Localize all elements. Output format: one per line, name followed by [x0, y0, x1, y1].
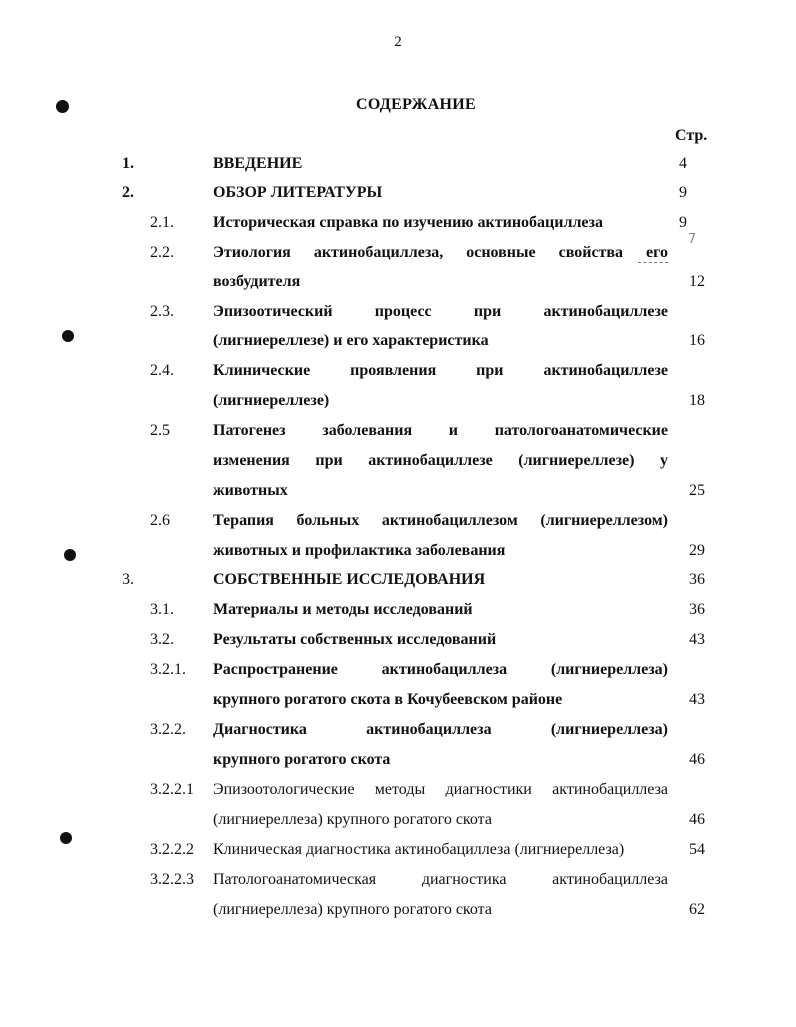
toc-entry-page: [665, 899, 705, 921]
toc-entry-text-continued: (лигниереллезе) и его характеристика: [213, 332, 489, 349]
toc-entry-page: [665, 629, 705, 651]
pencil-underline: [638, 262, 668, 264]
toc-entry-text: Терапия больных актинобациллезом (лигниереллезом): [213, 512, 668, 529]
toc-entry-page: [665, 480, 705, 502]
toc-page-number: 25: [689, 482, 705, 499]
toc-entry-text-continued: (лигниереллезе): [213, 392, 330, 409]
toc-entry-page: [665, 569, 705, 591]
toc-entry-number: 2.: [122, 184, 134, 201]
toc-page-number: 29: [689, 542, 705, 559]
toc-entry-page: [665, 839, 705, 861]
toc-entry-number: 3.2.2.: [150, 721, 186, 738]
toc-entry-page: [665, 540, 705, 562]
toc-entry: [0, 242, 796, 264]
toc-entry-page: [647, 212, 687, 234]
handwritten-note: 7: [688, 232, 697, 247]
toc-page-number: 43: [689, 691, 705, 708]
toc-entry-text: ОБЗОР ЛИТЕРАТУРЫ: [213, 184, 383, 201]
toc-entry-text: Клинические проявления при актинобациллезе: [213, 362, 668, 379]
toc-entry-page: [665, 271, 705, 293]
toc-entry-page: [647, 182, 687, 204]
toc-entry-number: 3.2.1.: [150, 661, 186, 678]
toc-entry-text: Историческая справка по изучению актинобациллеза: [213, 214, 603, 231]
toc-entry-page: [665, 390, 705, 412]
toc-entry-number: 2.1.: [150, 214, 174, 231]
toc-entry-text: Распространение актинобациллеза (лигниереллеза): [213, 661, 668, 678]
toc-entry-text: Патологоанатомическая диагностика актинобациллеза: [213, 871, 668, 888]
toc-entry-number: 3.2.2.2: [150, 841, 194, 858]
toc-entry-page: [665, 809, 705, 831]
toc-entry: [0, 719, 796, 741]
toc-entry-text-continued: (лигниереллеза) крупного рогатого скота: [213, 901, 492, 918]
toc-entry-text: Этиология актинобациллеза, основные свойства его: [213, 244, 668, 261]
ink-spot: [60, 832, 72, 844]
toc-page-number: 4: [679, 155, 687, 172]
toc-entry-page: [647, 153, 687, 175]
toc-page-number: 36: [689, 601, 705, 618]
toc-entry-number: 3.2.2.3: [150, 871, 194, 888]
toc-entry-text: СОБСТВЕННЫЕ ИССЛЕДОВАНИЯ: [213, 571, 486, 588]
toc-page-number: 46: [689, 811, 705, 828]
toc-entry-number: 2.2.: [150, 244, 174, 261]
toc-entry-page: [665, 749, 705, 771]
toc-page-number: 54: [689, 841, 705, 858]
toc-entry-text-continued: животных: [213, 482, 288, 499]
toc-entry-number: 3.2.2.1: [150, 781, 194, 798]
toc-entry-text: Клиническая диагностика актинобациллеза (лигниереллеза): [213, 841, 625, 858]
toc-entry-text-continued: крупного рогатого скота в Кочубеевском районе: [213, 691, 563, 708]
toc-entry-number: 3.2.: [150, 631, 174, 648]
toc-entry: [0, 659, 796, 681]
toc-page-number: 9: [679, 184, 687, 201]
toc-page-number: 12: [689, 273, 705, 290]
toc-entry: [0, 510, 796, 532]
toc-entry-number: 2.4.: [150, 362, 174, 379]
toc-page-number: 46: [689, 751, 705, 768]
toc-entry: [0, 360, 796, 382]
toc-entry-text: Эпизоотический процесс при актинобациллезе: [213, 303, 668, 320]
toc-page-number: 43: [689, 631, 705, 648]
toc-entry: [0, 779, 796, 801]
toc-entry-page: [665, 330, 705, 352]
toc-entry-text: Диагностика актинобациллеза (лигниереллеза): [213, 721, 668, 738]
toc-entry-number: 3.1.: [150, 601, 174, 618]
toc-page-number: 36: [689, 571, 705, 588]
toc-entry-text: Эпизоотологические методы диагностики актинобациллеза: [213, 781, 668, 798]
page-column-header: Стр.: [675, 127, 708, 144]
toc-page-number: 16: [689, 332, 705, 349]
ink-spot: [56, 100, 69, 113]
toc-entry-page: [665, 599, 705, 621]
toc-entry: [0, 420, 796, 442]
toc-entry-text-continued: животных и профилактика заболевания: [213, 542, 506, 559]
toc-entry-text: Результаты собственных исследований: [213, 631, 497, 648]
toc-entry-text-continued: возбудителя: [213, 273, 301, 290]
toc-entry-text-continued: (лигниереллеза) крупного рогатого скота: [213, 811, 492, 828]
toc-entry-text: Патогенез заболевания и патологоанатомические: [213, 422, 668, 439]
toc-entry-text: ВВЕДЕНИЕ: [213, 155, 303, 172]
toc-page-number: 18: [689, 392, 705, 409]
toc-entry-number: 2.3.: [150, 303, 174, 320]
toc-entry: [0, 869, 796, 891]
ink-spot: [64, 549, 76, 561]
toc-entry-text: Материалы и методы исследований: [213, 601, 473, 618]
toc-entry-text-continued: изменения при актинобациллезе (лигниереллезе) у: [213, 452, 668, 469]
toc-title: СОДЕРЖАНИЕ: [355, 96, 477, 113]
ink-spot: [62, 330, 74, 342]
toc-entry-page: [665, 689, 705, 711]
toc-page-number: 62: [689, 901, 705, 918]
toc-entry-number: 2.5: [150, 422, 170, 439]
toc-entry-number: 1.: [122, 155, 134, 172]
toc-entry: [0, 301, 796, 323]
toc-entry-number: 2.6: [150, 512, 170, 529]
page-number: 2: [394, 34, 402, 50]
toc-entry-text-continued: крупного рогатого скота: [213, 751, 391, 768]
toc-entry-number: 3.: [122, 571, 134, 588]
toc-page-number: 9: [679, 214, 687, 231]
